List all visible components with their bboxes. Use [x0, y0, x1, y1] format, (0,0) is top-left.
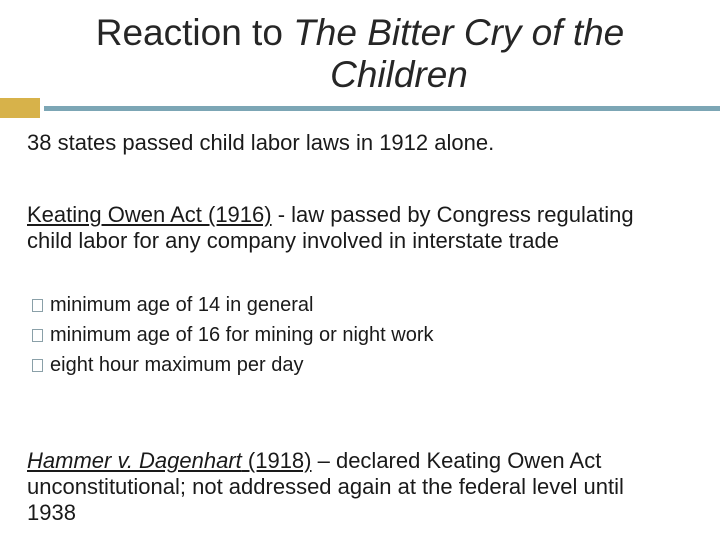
list-item: [32, 290, 434, 320]
bullet-list: [32, 290, 434, 380]
checkbox-bullet-icon: [32, 299, 43, 312]
keating-owen-link[interactable]: Keating Owen Act (1916): [27, 202, 272, 227]
accent-bar: [0, 98, 40, 118]
checkbox-bullet-icon: [32, 359, 43, 372]
case-name: Hammer v. Dagenhart: [27, 448, 242, 473]
title-line-1: [0, 12, 720, 54]
title-rule: [44, 106, 720, 111]
paragraph-1: 38 states passed child labor laws in 1912 alone.: [27, 130, 495, 155]
paragraph-3-text: – declared Keating Owen Act unconstitutional; not addressed again at the federal level until 1938: [27, 448, 624, 525]
hammer-case-link[interactable]: [27, 448, 312, 473]
paragraph-3: [27, 448, 677, 526]
title-line2: Children: [330, 54, 468, 95]
list-item: [32, 320, 434, 350]
title-line-2: [0, 54, 720, 96]
list-item: [32, 350, 434, 380]
bullet-text: minimum age of 16 for mining or night work: [50, 324, 434, 346]
title-prefix: Reaction to: [95, 12, 294, 53]
slide-title: [0, 12, 720, 96]
case-year: (1918): [241, 448, 312, 473]
checkbox-bullet-icon: [32, 329, 43, 342]
bullet-text: minimum age of 14 in general: [50, 294, 314, 316]
paragraph-2: [27, 202, 647, 254]
title-italic: The Bitter Cry of the: [293, 12, 625, 53]
paragraph-2-text: - law passed by Congress regulating child labor for any company involved in interstate trade: [27, 202, 634, 253]
bullet-text: eight hour maximum per day: [50, 354, 304, 376]
